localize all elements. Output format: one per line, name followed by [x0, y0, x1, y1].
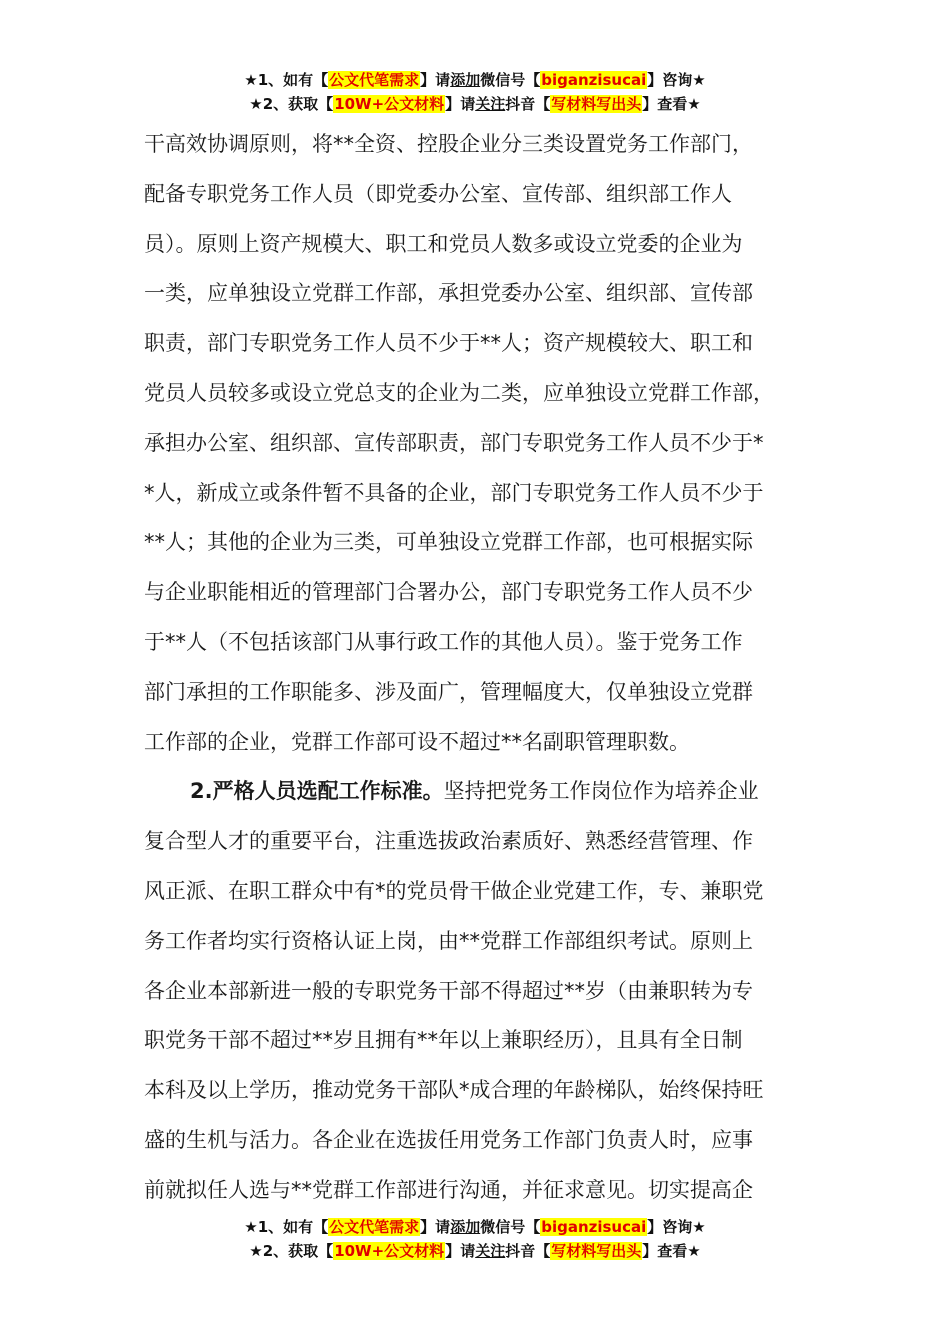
- body-line: 本科及以上学历，推动党务干部队*成合理的年龄梯队，始终保持旺: [144, 1078, 764, 1103]
- body-line: 盛的生机与活力。各企业在选拔任用党务工作部门负责人时，应事: [144, 1127, 753, 1152]
- body-line: 职党务干部不超过**岁且拥有**年以上兼职经历），且具有全日制: [144, 1028, 743, 1053]
- banner-text: 】请: [445, 1242, 476, 1260]
- body-line: 员）。原则上资产规模大、职工和党员人数多或设立党委的企业为: [144, 231, 743, 256]
- banner-text: 】请: [445, 95, 476, 113]
- banner-text: ★1、如有【: [244, 71, 329, 89]
- body-line: 与企业职能相近的管理部门合署办公，部门专职党务工作人员不少: [144, 580, 753, 605]
- banner-line-2: [0, 92, 950, 116]
- banner-line-1: [0, 68, 950, 92]
- body-line: 风正派、在职工群众中有*的党员骨干做企业党建工作，专、兼职党: [144, 878, 764, 903]
- banner-text: 】请: [420, 1218, 451, 1236]
- banner-text: ★2、获取【: [249, 95, 334, 113]
- body-line: *人，新成立或条件暂不具备的企业，部门专职党务工作人员不少于: [144, 480, 764, 505]
- banner-highlight: biganzisucai: [541, 71, 647, 89]
- body-line: **人；其他的企业为三类，可单独设立党群工作部，也可根据实际: [144, 530, 753, 555]
- banner-text: 微信号【: [480, 1218, 541, 1236]
- banner-text: 微信号【: [480, 71, 541, 89]
- footer-banner: [0, 1215, 950, 1263]
- banner-text: 】咨询★: [647, 1218, 706, 1236]
- body-line: 于**人（不包括该部门从事行政工作的其他人员）。鉴于党务工作: [144, 629, 743, 654]
- banner-underlined-text: 添加: [450, 71, 481, 89]
- banner-text: 抖音【: [505, 95, 551, 113]
- body-line: 配备专职党务工作人员（即党委办公室、宣传部、组织部工作人: [144, 181, 732, 206]
- body-line: 前就拟任人选与**党群工作部进行沟通，并征求意见。切实提高企: [144, 1177, 753, 1202]
- body-line: 承担办公室、组织部、宣传部职责，部门专职党务工作人员不少于*: [144, 430, 764, 455]
- body-line: 各企业本部新进一般的专职党务干部不得超过**岁（由兼职转为专: [144, 978, 753, 1003]
- body-line: 一类，应单独设立党群工作部，承担党委办公室、组织部、宣传部: [144, 281, 753, 306]
- banner-underlined-text: 关注: [475, 1242, 506, 1260]
- banner-highlight: 写材料写出头: [551, 95, 642, 113]
- section-heading: 2.严格人员选配工作标准。: [190, 779, 444, 804]
- banner-underlined-text: 添加: [450, 1218, 481, 1236]
- banner-highlight: 公文代笔需求: [329, 71, 420, 89]
- banner-line-1: [0, 1215, 950, 1239]
- header-banner: [0, 68, 950, 116]
- banner-text: 】查看★: [642, 1242, 701, 1260]
- banner-highlight: 10W+公文材料: [334, 1242, 445, 1260]
- body-line: 复合型人才的重要平台，注重选拔政治素质好、熟悉经营管理、作: [144, 829, 753, 854]
- body-line: 职责，部门专职党务工作人员不少于**人；资产规模较大、职工和: [144, 331, 753, 356]
- body-line: 干高效协调原则，将**全资、控股企业分三类设置党务工作部门，: [144, 132, 753, 156]
- banner-text: ★1、如有【: [244, 1218, 329, 1236]
- banner-line-2: [0, 1239, 950, 1263]
- body-line: 工作部的企业，党群工作部可设不超过**名副职管理职数。: [144, 729, 690, 754]
- banner-highlight: 10W+公文材料: [334, 95, 445, 113]
- banner-text: 】查看★: [642, 95, 701, 113]
- body-text: 坚持把党务工作岗位作为培养企业: [443, 779, 759, 804]
- banner-text: ★2、获取【: [249, 1242, 334, 1260]
- body-line: 党员人员较多或设立党总支的企业为二类，应单独设立党群工作部，: [144, 380, 774, 405]
- body-line: 部门承担的工作职能多、涉及面广，管理幅度大，仅单独设立党群: [144, 679, 753, 704]
- section-2-first-line: [144, 767, 816, 817]
- banner-text: 】请: [420, 71, 451, 89]
- banner-text: 抖音【: [505, 1242, 551, 1260]
- banner-highlight: 公文代笔需求: [329, 1218, 420, 1236]
- banner-underlined-text: 关注: [475, 95, 506, 113]
- banner-highlight: biganzisucai: [541, 1218, 647, 1236]
- document-body: [144, 120, 816, 1216]
- banner-text: 】咨询★: [647, 71, 706, 89]
- body-line: 务工作者均实行资格认证上岗，由**党群工作部组织考试。原则上: [144, 928, 753, 953]
- banner-highlight: 写材料写出头: [551, 1242, 642, 1260]
